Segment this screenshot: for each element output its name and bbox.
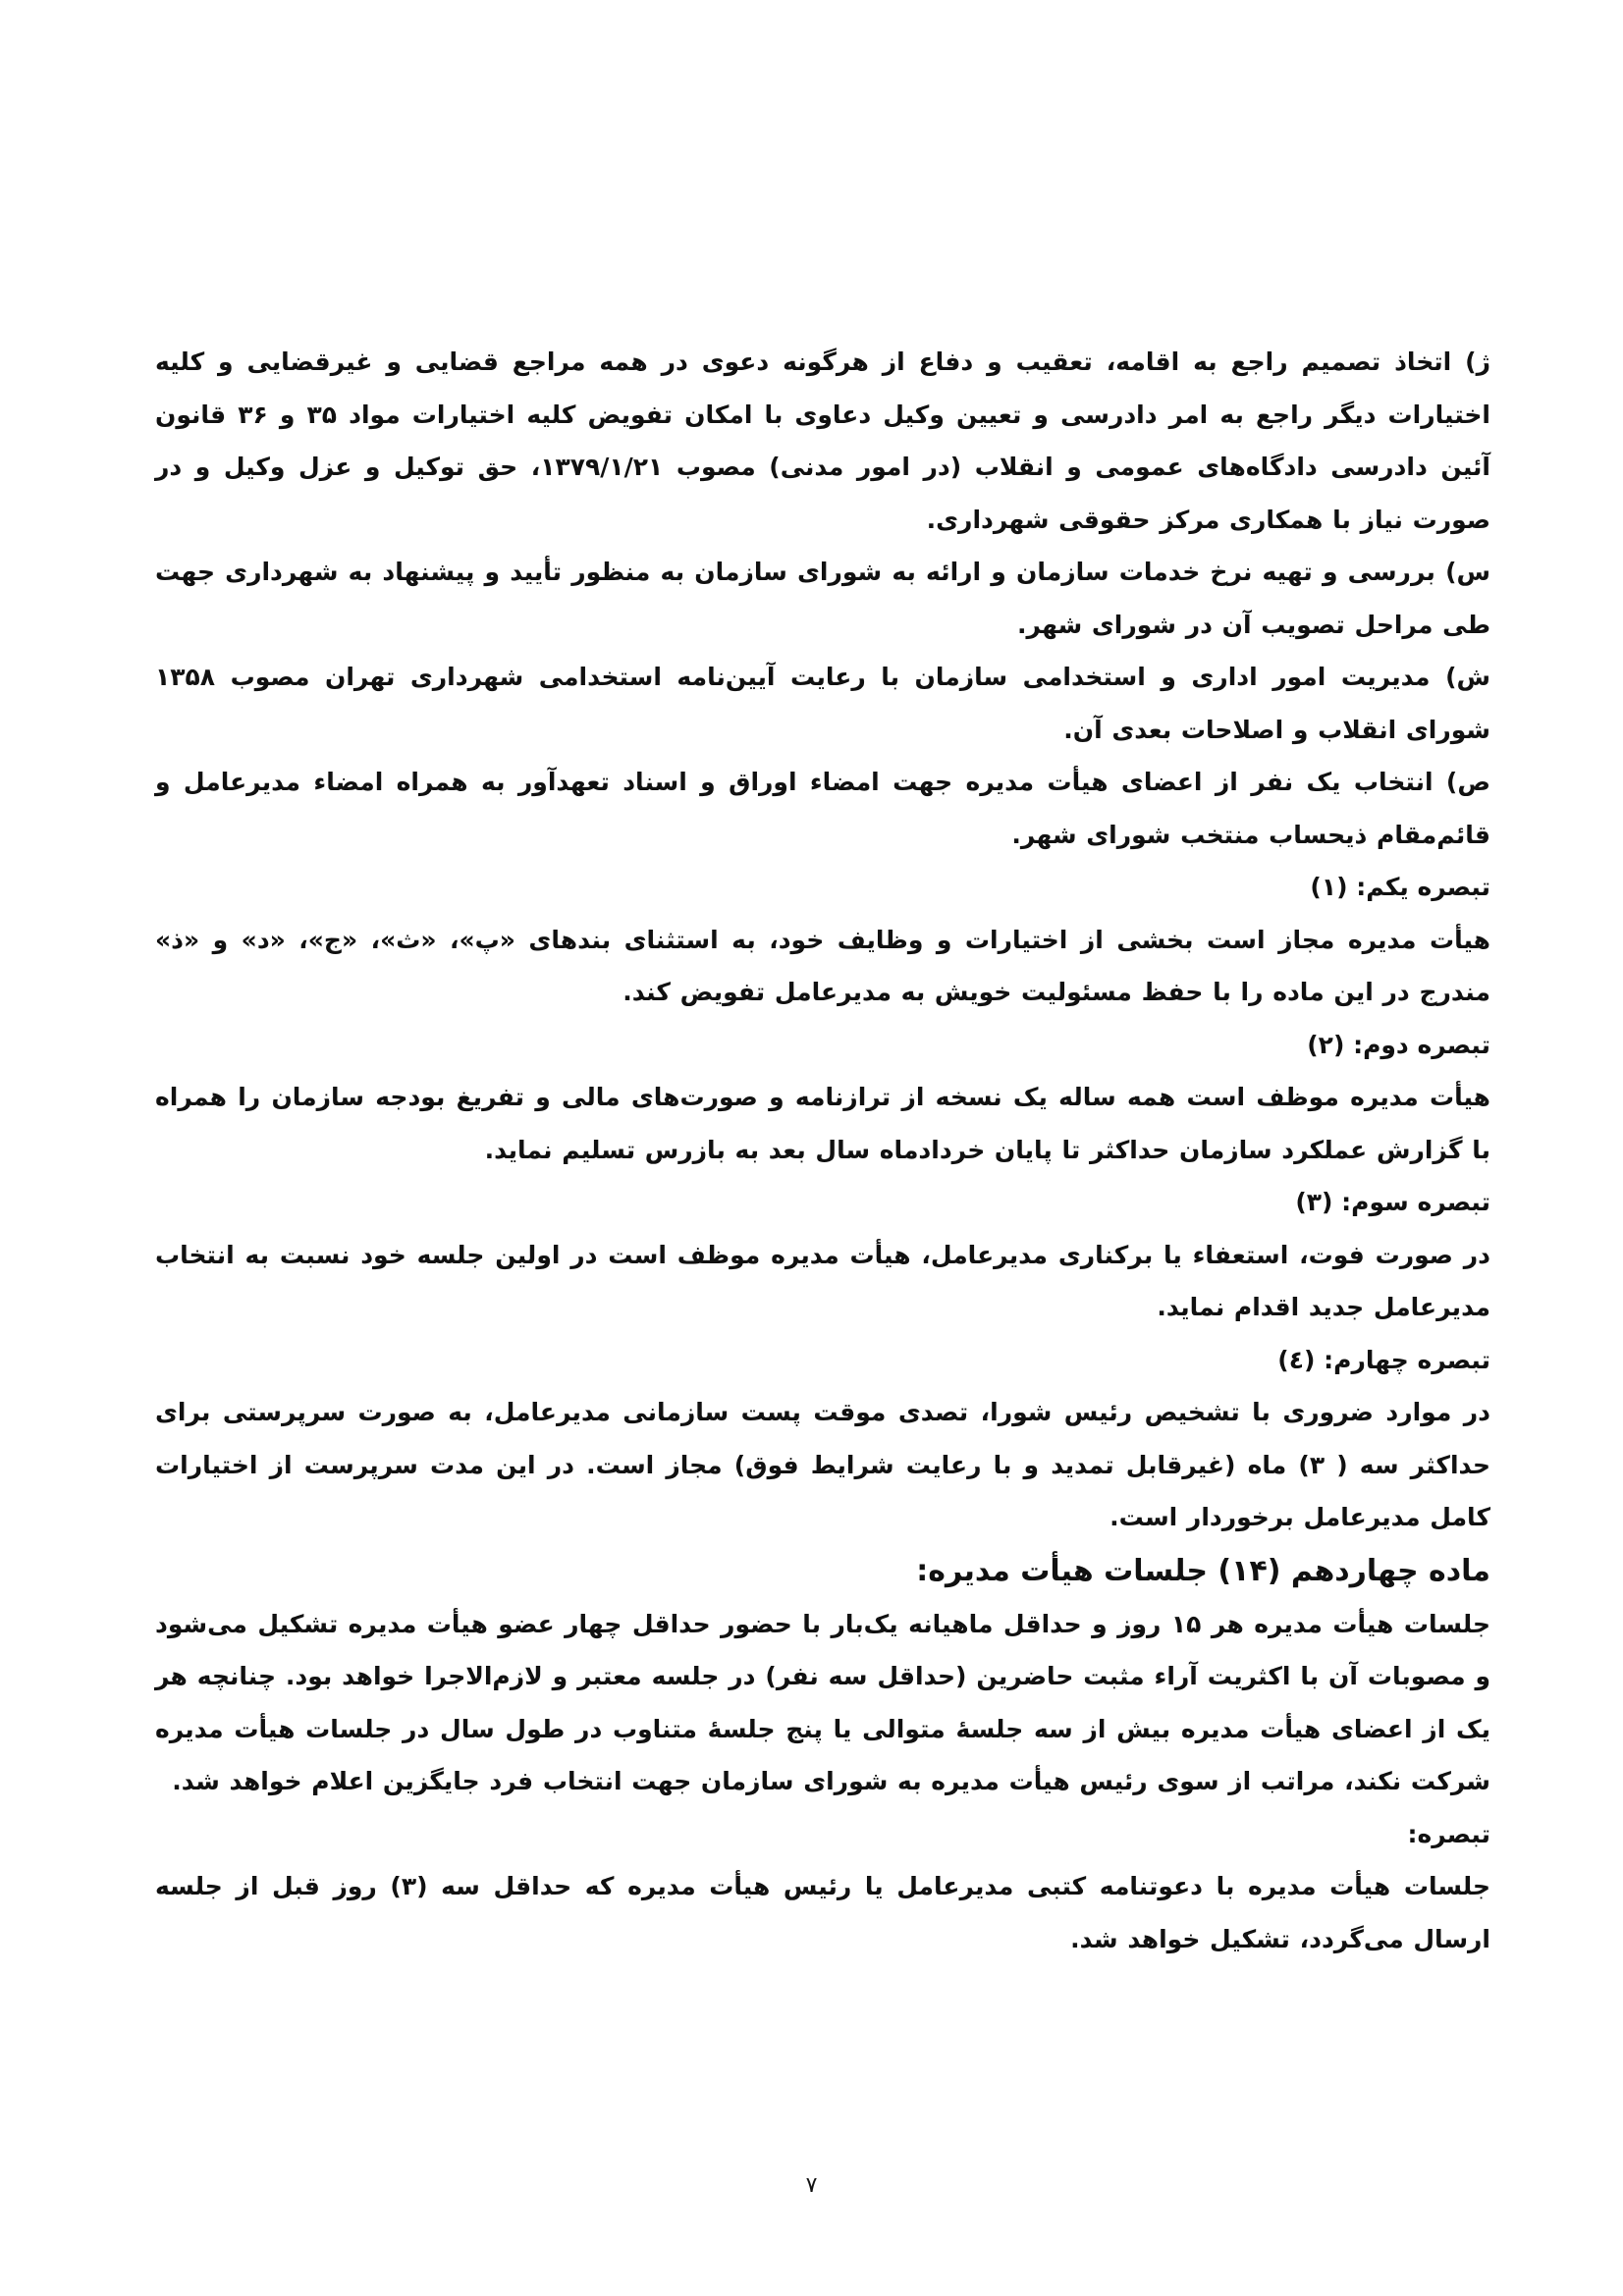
- clause-sin: س) بررسی و تهیه نرخ خدمات سازمان و ارائه به شورای سازمان به منظور تأیید و پیشنهاد به شهرداری جهت طی مراحل تصویب آن در شورای شهر.: [155, 558, 1490, 639]
- note-2-text: هیأت مدیره موظف است همه ساله یک نسخه از ترازنامه و صورت‌های مالی و تفریغ بودجه سازمان را همراه با گزارش عملکرد سازمان حداکثر تا پایان خردادماه سال بعد به بازرس تسلیم نماید.: [155, 1083, 1490, 1164]
- note-2-title: تبصره دوم: (۲): [1307, 1030, 1490, 1059]
- clause-zh: ژ) اتخاذ تصمیم راجع به اقامه، تعقیب و دفاع از هرگونه دعوی در همه مراجع قضایی و غیرقضایی و کلیه اختیارات دیگر راجع به امر دادرسی و تعیین وکیل دعاوی با امکان تفویض کلیه اختیارات مواد ۳۵ و ۳۶ قانون آئین دادرسی دادگاه‌های عمومی و انقلاب (در امور مدنی) مصوب ۱۳۷۹/۱/۲۱، حق توکیل و عزل وکیل و در صورت نیاز با همکاری مرکز حقوقی شهرداری.: [155, 347, 1490, 534]
- note-1-text: هیأت مدیره مجاز است بخشی از اختیارات و وظایف خود، به استثنای بندهای «پ»، «ث»، «ج»، «د» و «ذ» مندرج در این ماده را با حفظ مسئولیت خویش به مدیرعامل تفویض کند.: [155, 925, 1490, 1006]
- article-14-text: جلسات هیأت مدیره هر ۱۵ روز و حداقل ماهیانه یک‌بار با حضور حداقل چهار عضو هیأت مدیره تشکیل می‌شود و مصوبات آن با اکثریت آراء مثبت حاضرین (حداقل سه نفر) در جلسه معتبر و لازم‌الاجرا خواهد بود. چنانچه هر یک از اعضای هیأت مدیره بیش از سه جلسهٔ متوالی یا پنج جلسهٔ متناوب در طول سال در جلسات هیأت مدیره شرکت نکند، مراتب از سوی رئیس هیأت مدیره به شورای سازمان جهت انتخاب فرد جایگزین اعلام خواهد شد.: [155, 1609, 1491, 1795]
- article-14-note-title: تبصره:: [1407, 1819, 1490, 1848]
- note-4-text: در موارد ضروری با تشخیص رئیس شورا، تصدی موقت پست سازمانی مدیرعامل، به صورت سرپرستی برای حداکثر سه ( ۳) ماه (غیرقابل تمدید و با رعایت شرایط فوق) مجاز است. در این مدت سرپرست از اختیارات کامل مدیرعامل برخوردار است.: [155, 1398, 1490, 1531]
- note-3-title: تبصره سوم: (۳): [1295, 1188, 1490, 1216]
- clause-sad: ص) انتخاب یک نفر از اعضای هیأت مدیره جهت امضاء اوراق و اسناد تعهدآور به همراه امضاء مدیرعامل و قائم‌مقام ذیحساب منتخب شورای شهر.: [155, 768, 1490, 849]
- clause-shin: ش) مدیریت امور اداری و استخدامی سازمان با رعایت آیین‌نامه استخدامی شهرداری تهران مصوب ۱۳۵۸ شورای انقلاب و اصلاحات بعدی آن.: [155, 663, 1490, 744]
- note-4-title: تبصره چهارم: (٤): [1277, 1345, 1490, 1374]
- article-14-note-text: جلسات هیأت مدیره با دعوتنامه کتبی مدیرعامل یا رئیس هیأت مدیره که حداقل سه (۳) روز قبل از جلسه ارسال می‌گردد، تشکیل خواهد شد.: [155, 1872, 1490, 1953]
- article-14-heading: ماده چهاردهم (۱۴) جلسات هیأت مدیره:: [916, 1553, 1490, 1588]
- note-1-title: تبصره یکم: (۱): [1310, 873, 1490, 901]
- page-number: ۷: [805, 2173, 818, 2198]
- document-body: [155, 336, 1490, 1965]
- note-3-text: در صورت فوت، استعفاء یا برکناری مدیرعامل، هیأت مدیره موظف است در اولین جلسه خود نسبت به انتخاب مدیرعامل جدید اقدام نماید.: [155, 1240, 1490, 1321]
